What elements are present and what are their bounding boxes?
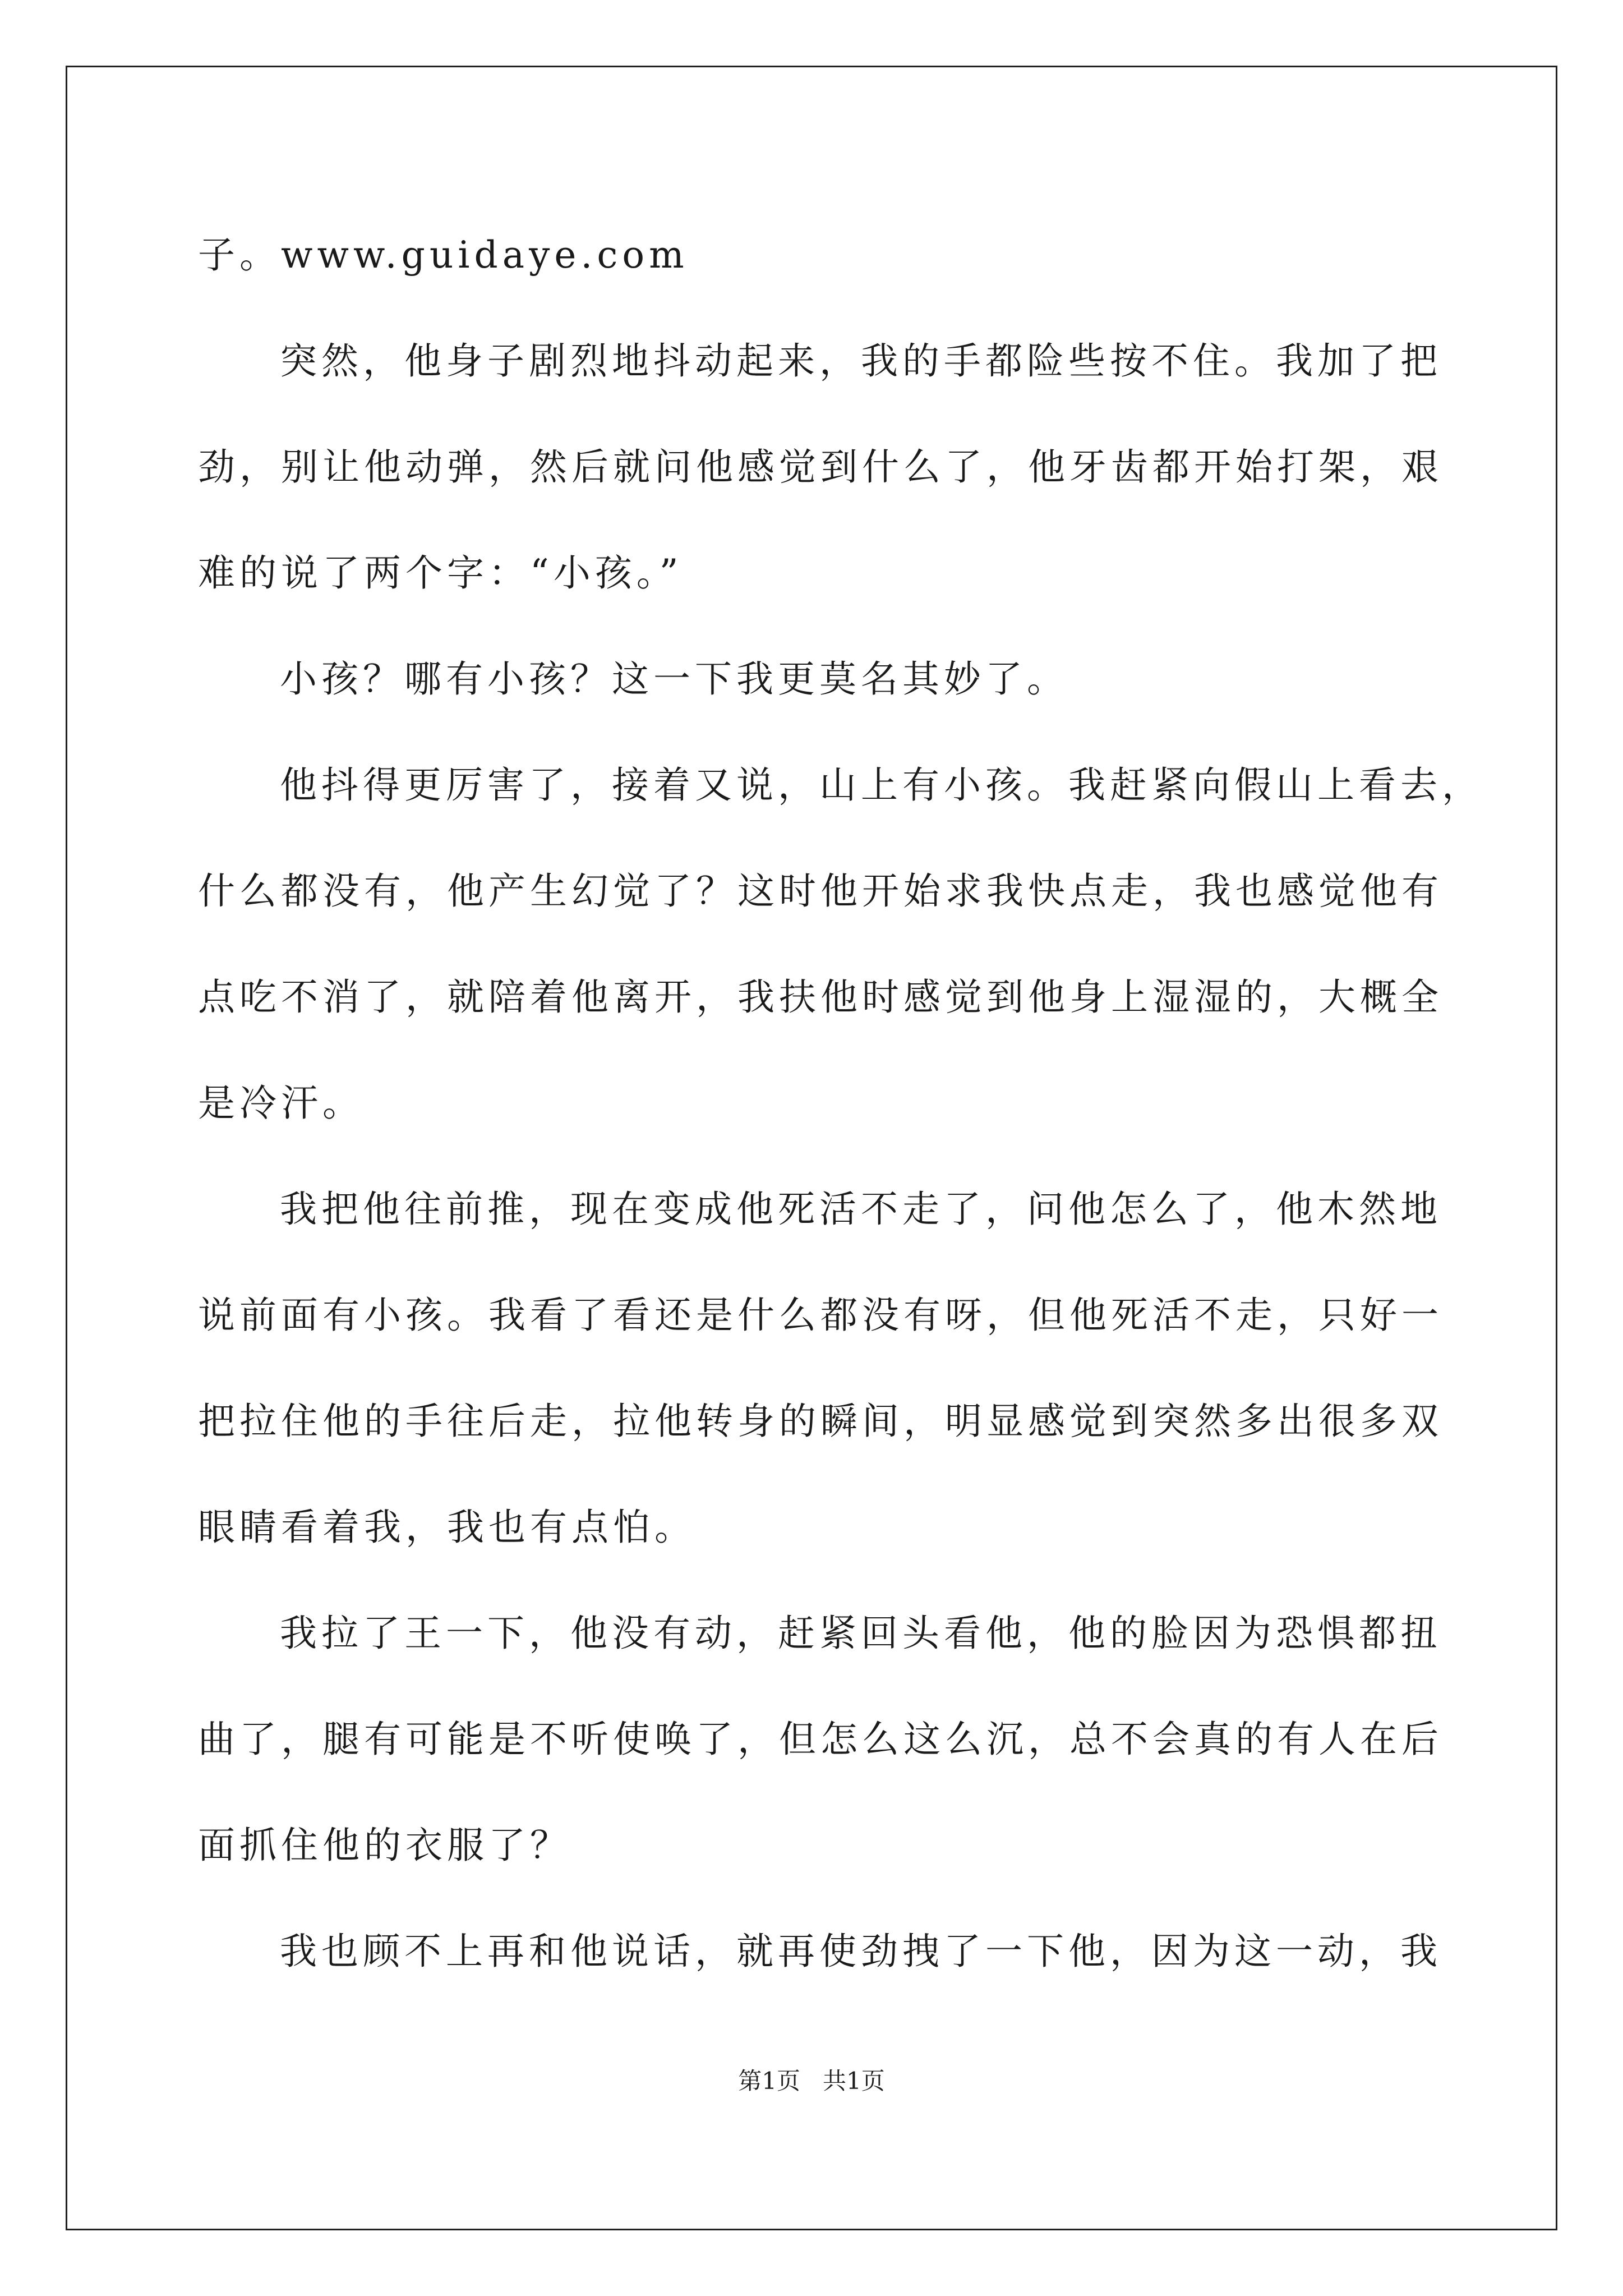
text-line-4: 难的说了两个字：“小孩。” (198, 551, 683, 595)
text-line-1: 子。www.guidaye.com (198, 233, 689, 277)
page-footer: 第1页 共1页 (738, 2067, 885, 2095)
text-line-8: 点吃不消了，就陪着他离开，我扶他时感觉到他身上湿湿的，大概全 (198, 976, 1443, 1019)
text-line-10: 我把他往前推，现在变成他死活不走了，问他怎么了，他木然地 (280, 1188, 1442, 1231)
text-line-3: 劲，别让他动弹，然后就问他感觉到什么了，他牙齿都开始打架，艰 (198, 445, 1443, 489)
text-line-17: 我也顾不上再和他说话，就再使劲拽了一下他，因为这一动，我 (280, 1930, 1442, 1973)
text-line-14: 我拉了王一下，他没有动，赶紧回头看他，他的脸因为恐惧都扭 (280, 1612, 1442, 1655)
text-line-16: 面抓住他的衣服了？ (198, 1824, 571, 1867)
document-body (198, 213, 1483, 2016)
text-line-12: 把拉住他的手往后走，拉他转身的瞬间，明显感觉到突然多出很多双 (198, 1400, 1443, 1443)
text-line-6: 他抖得更厉害了，接着又说，山上有小孩。我赶紧向假山上看去， (280, 763, 1483, 807)
text-line-15: 曲了，腿有可能是不听使唤了，但怎么这么沉，总不会真的有人在后 (198, 1718, 1443, 1761)
text-line-2: 突然，他身子剧烈地抖动起来，我的手都险些按不住。我加了把 (280, 339, 1442, 383)
text-line-7: 什么都没有，他产生幻觉了？这时他开始求我快点走，我也感觉他有 (198, 869, 1443, 913)
text-line-5: 小孩？哪有小孩？这一下我更莫名其妙了。 (280, 657, 1068, 701)
text-line-13: 眼睛看着我，我也有点怕。 (198, 1506, 696, 1549)
text-line-9: 是冷汗。 (198, 1082, 364, 1125)
text-line-11: 说前面有小孩。我看了看还是什么都没有呀，但他死活不走，只好一 (198, 1294, 1443, 1337)
